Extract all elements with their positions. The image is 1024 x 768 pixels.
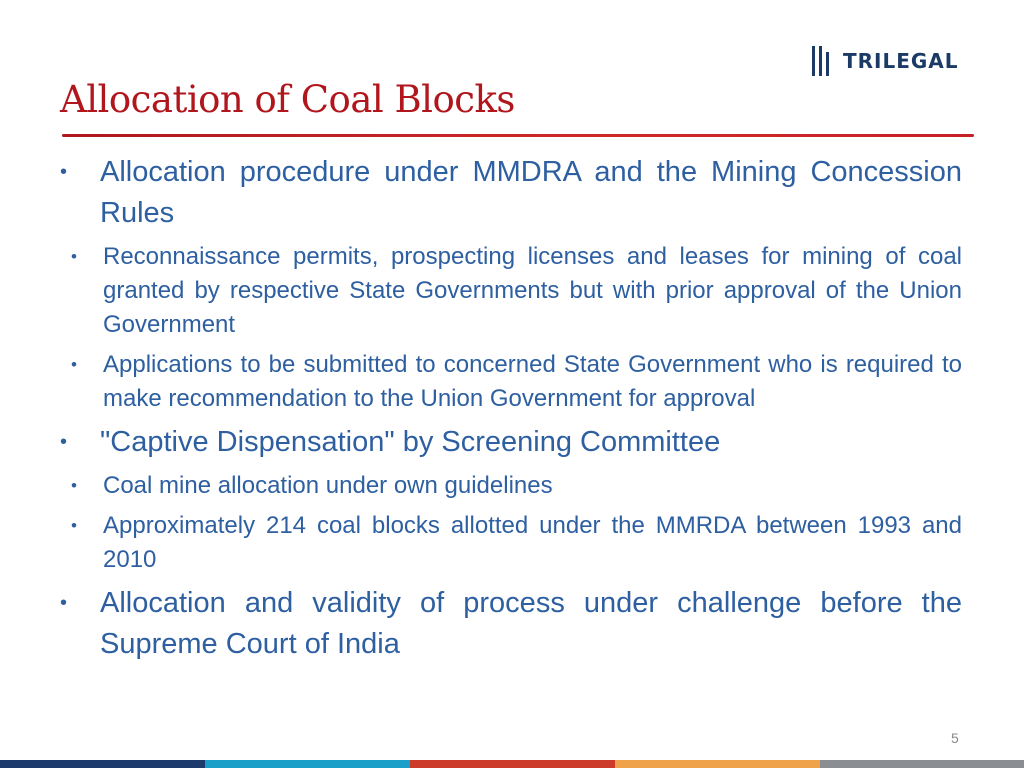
bullet-icon: • (71, 355, 77, 374)
bullet-list (58, 152, 962, 671)
bullet-icon: • (60, 161, 68, 183)
bullet-icon: • (60, 592, 68, 614)
sub-bullet-item (58, 509, 962, 577)
bullet-item (58, 152, 962, 234)
bullet-text: "Captive Dispensation" by Screening Committee (100, 426, 721, 458)
footer-segment (615, 760, 820, 768)
bullet-icon: • (71, 516, 77, 535)
bullet-icon: • (71, 476, 77, 495)
footer-segment (410, 760, 615, 768)
bullet-text: Allocation and validity of process under challenge before the Supreme Court of India (100, 587, 962, 660)
sub-bullet-text: Coal mine allocation under own guidelines (103, 472, 553, 499)
bullet-icon: • (71, 247, 77, 266)
footer-segment (0, 760, 205, 768)
footer-segment (205, 760, 410, 768)
sub-bullet-text: Applications to be submitted to concerned State Government who is required to make recommendation to the Union Government for approval (103, 351, 962, 412)
bullet-icon: • (60, 431, 68, 453)
sub-bullet-list (58, 240, 962, 416)
sub-bullet-item (58, 469, 962, 503)
sub-bullet-item (58, 348, 962, 416)
slide-title: Allocation of Coal Blocks (60, 78, 515, 121)
title-underline (62, 134, 974, 137)
footer-segment (820, 760, 1024, 768)
sub-bullet-text: Approximately 214 coal blocks allotted under the MMRDA between 1993 and 2010 (103, 512, 962, 573)
sub-bullet-item (58, 240, 962, 342)
brand-name: TRILEGAL (843, 49, 959, 73)
brand-logo (811, 45, 959, 77)
trilegal-logo-icon (811, 46, 833, 76)
sub-bullet-text: Reconnaissance permits, prospecting licenses and leases for mining of coal granted by respective State Governments but with prior approval of the Union Government (103, 243, 962, 338)
sub-bullet-list (58, 469, 962, 577)
footer-color-bar (0, 760, 1024, 768)
bullet-text: Allocation procedure under MMDRA and the Mining Concession Rules (100, 156, 962, 229)
bullet-item (58, 422, 962, 463)
bullet-item (58, 583, 962, 665)
page-number: 5 (951, 730, 959, 746)
